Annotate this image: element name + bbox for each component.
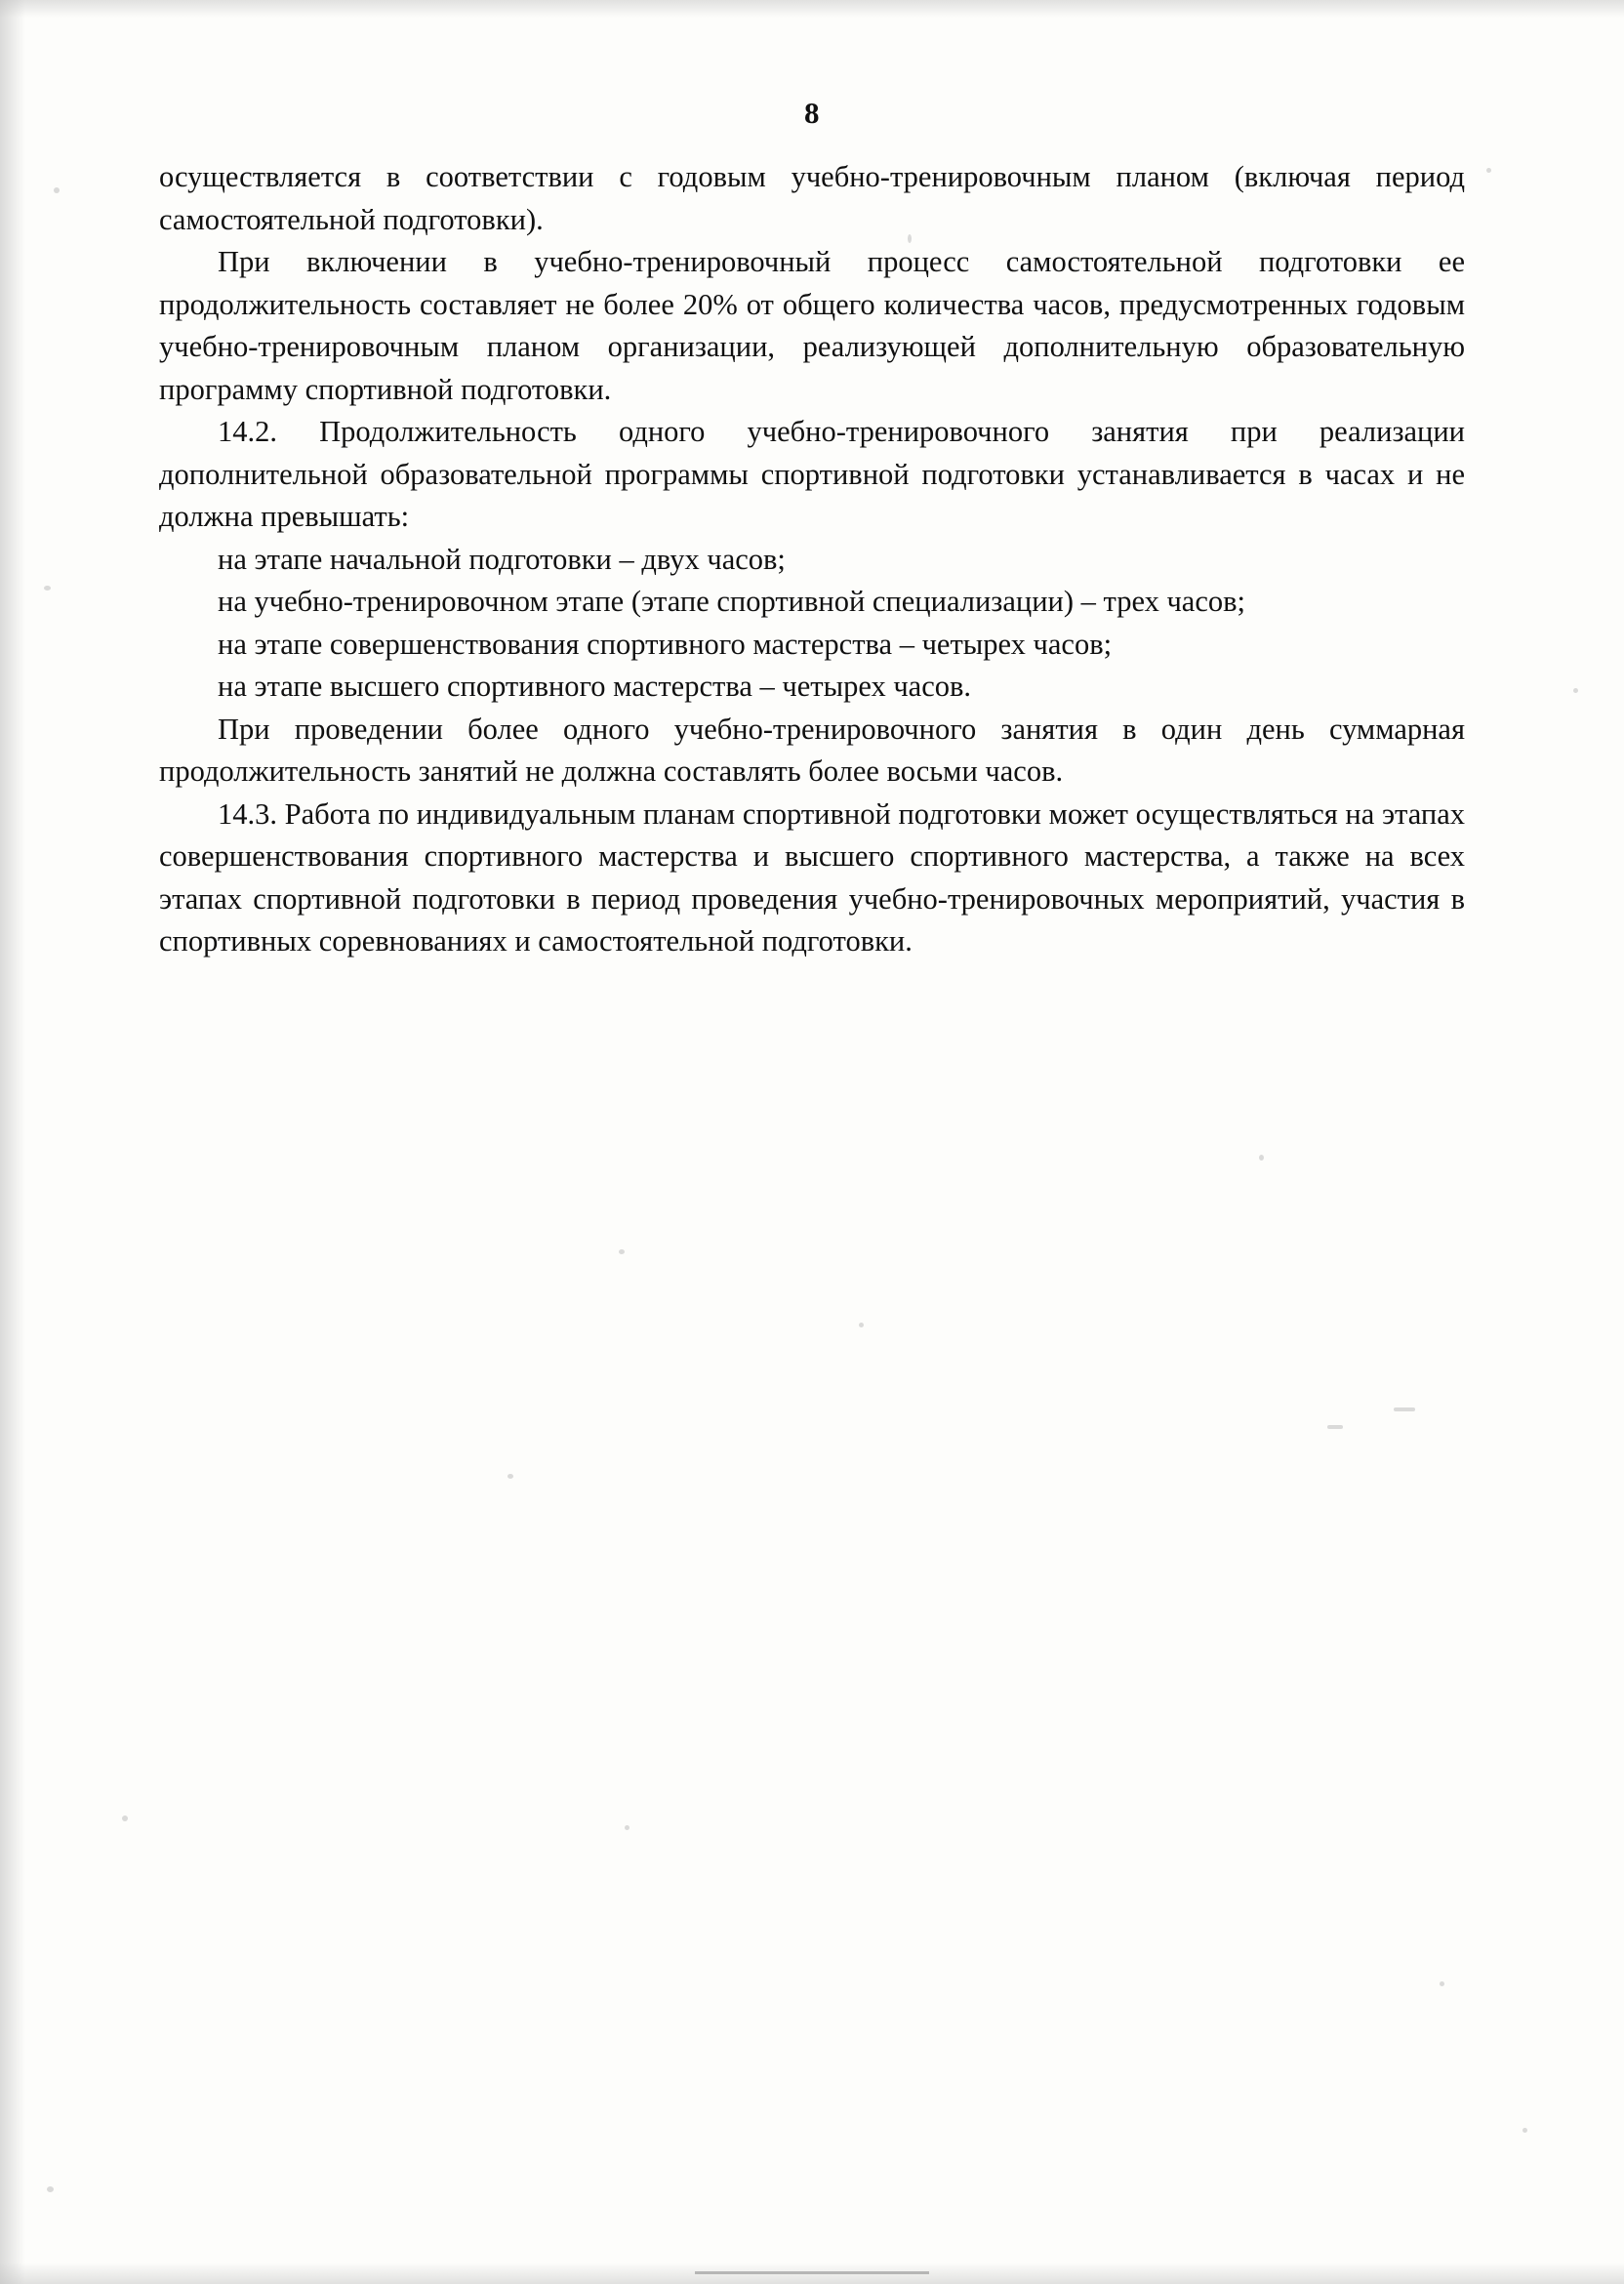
scan-speckle: [1327, 1425, 1343, 1429]
scan-edge-shadow-top: [0, 0, 1624, 18]
scan-speckle: [859, 1323, 864, 1327]
paragraph: 14.3. Работа по индивидуальным планам спортивной подготовки может осуществляться на этапах совершенствования спортивного мастерства и высшего спортивного мастерства, а также на всех этапах спортивной подготовки в период проведения учебно-тренировочных мероприятий, участия в спортивных соревнованиях и самостоятельной подготовки.: [159, 796, 1465, 958]
paragraph: осуществляется в соответствии с годовым учебно-тренировочным планом (включая период самостоятельной подготовки).: [159, 160, 1465, 236]
paragraph: При включении в учебно-тренировочный процесс самостоятельной подготовки ее продолжительность составляет не более 20% от общего количества часов, предусмотренных годовым учебно-тренировочным планом организации, реализующей дополнительную образовательную программу спортивной подготовки.: [159, 245, 1465, 406]
scan-speckle: [1394, 1407, 1415, 1411]
scan-bottom-mark: [695, 2271, 929, 2274]
scan-speckle: [1440, 1981, 1444, 1986]
list-item: на этапе начальной подготовки – двух часов;: [218, 542, 786, 576]
scan-edge-shadow-left: [0, 0, 25, 2284]
list-item: на этапе совершенствования спортивного мастерства – четырех часов;: [218, 627, 1113, 661]
scan-speckle: [1573, 688, 1578, 693]
scan-speckle: [44, 586, 51, 591]
scan-speckle: [625, 1825, 629, 1830]
paragraph: 14.2. Продолжительность одного учебно-тренировочного занятия при реализации дополнительной образовательной программы спортивной подготовки устанавливается в часах и не должна превышать:: [159, 415, 1465, 533]
list-item: на учебно-тренировочном этапе (этапе спортивной специализации) – трех часов;: [218, 585, 1246, 618]
page-number: 8: [804, 96, 820, 130]
scan-speckle: [1486, 168, 1491, 173]
list-item: на этапе высшего спортивного мастерства – четырех часов.: [218, 670, 972, 703]
scan-speckle: [122, 1815, 128, 1821]
scan-speckle: [619, 1249, 625, 1254]
scan-speckle: [54, 187, 60, 193]
scan-speckle: [508, 1474, 513, 1479]
scan-speckle: [1259, 1155, 1264, 1161]
document-body: [159, 156, 1465, 963]
paragraph: При проведении более одного учебно-тренировочного занятия в один день суммарная продолжительность занятий не должна составлять более восьми часов.: [159, 712, 1465, 788]
scan-speckle: [1522, 2128, 1527, 2133]
scan-speckle: [47, 2186, 54, 2192]
scan-speckle: [908, 234, 912, 243]
